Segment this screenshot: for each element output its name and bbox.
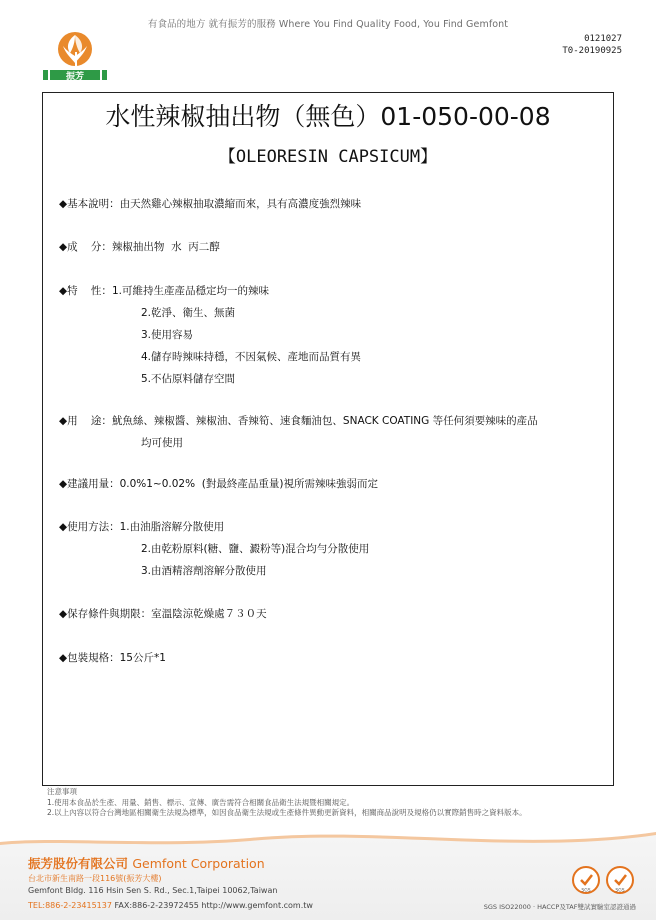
field-dosage [59,473,378,495]
method-item: 1.由油脂溶解分散使用 [119,521,225,533]
field-value: 魷魚絲、辣椒醬、辣椒油、香辣筍、速食麵油包、SNACK COATING 等任何須要辣味的產品 [111,415,538,427]
company-name-zh: 振芳股份有限公司 [28,856,129,871]
footer-company [28,854,265,872]
field-label: ◆基本說明： [59,198,120,210]
notes [47,787,527,819]
revision-code: T0-20190925 [562,46,622,56]
company-name-en: Gemfont Corporation [132,856,265,871]
field-value: 15公斤*1 [119,652,166,664]
website-link[interactable]: http://www.gemfont.com.tw [201,901,313,910]
field-label: ◆包裝規格： [59,652,120,664]
feature-item: 2.乾淨、衛生、無菌 [141,307,236,319]
product-subtitle: 【OLEORESIN CAPSICUM】 [218,147,438,167]
footer-wave [0,826,656,856]
field-label: ◆特 性： [59,285,112,297]
gemfont-logo [42,30,108,82]
feature-item: 3.使用容易 [141,329,194,341]
method-item: 2.由乾粉原料(糖、鹽、澱粉等)混合均勻分散使用 [141,543,370,555]
address-zh: 台北市新生南路一段116號(振芳大樓) [28,874,162,883]
field-label: ◆建議用量： [59,478,120,490]
badge-label: SGS [581,888,591,894]
doc-code: 0121027 [584,34,622,44]
footer [0,826,656,920]
fax: FAX:886-2-23972455 [114,901,199,910]
field-usage [59,410,538,454]
field-label: ◆成 分： [59,241,112,253]
field-label: ◆使用方法： [59,521,120,533]
contact-line [28,901,313,910]
field-storage [59,603,267,625]
field-composition [59,236,220,258]
field-description [59,193,361,215]
badge-label: SGS [615,888,625,894]
field-method [59,516,369,582]
field-value: 由天然雞心辣椒抽取濃縮而來，具有高濃度強烈辣味 [119,198,362,210]
sgs-certification-badge-icon [572,866,600,894]
telephone: TEL:886-2-23415137 [28,901,112,910]
notes-heading: 注意事項 [47,787,77,796]
field-value-continued: 均可使用 [141,437,183,449]
product-title: 水性辣椒抽出物（無色）01-050-00-08 [105,102,551,131]
feature-item: 1.可維持生產產品穩定均一的辣味 [111,285,269,297]
notes-line: 2.以上內容以符合台灣地區相關衛生法規為標準，如因食品衛生法規或生產條件異動更新資料，相關商品說明及規格仍以實際銷售時之資料版本。 [47,808,527,817]
document-codes [562,33,622,57]
tagline: 有食品的地方 就有振芳的服務 Where You Find Quality Food, You Find Gemfont [147,19,509,30]
method-item: 3.由酒精溶劑溶解分散使用 [141,565,267,577]
feature-item: 4.儲存時辣味持穩，不因氣候、產地而品質有異 [141,351,362,363]
field-packaging [59,647,166,669]
certification-text: SGS ISO22000 · HACCP及TAF雙試實驗室認證通過 [483,903,636,911]
haccp-certification-badge-icon [606,866,634,894]
field-label: ◆保存條件與期限： [59,608,152,620]
field-label: ◆用 途： [59,415,112,427]
field-value: 室溫陰涼乾燥處７３０天 [151,608,267,620]
field-value: 0.0%1~0.02% (對最終產品重量)視所需辣味強弱而定 [119,478,378,490]
notes-line: 1.使用本食品於生產、用量、銷售、標示、宣傳、廣告需符合相關食品衛生法規暨相關規定。 [47,797,355,807]
spec-sheet-frame [42,92,614,786]
feature-item: 5.不佔原料儲存空間 [141,373,236,385]
address-en: Gemfont Bldg. 116 Hsin Sen S. Rd., Sec.1,Taipei 10062,Taiwan [28,886,278,895]
field-value: 辣椒抽出物 水 丙二醇 [111,241,220,253]
logo-text: 振芳 [65,72,85,82]
field-features [59,280,361,390]
